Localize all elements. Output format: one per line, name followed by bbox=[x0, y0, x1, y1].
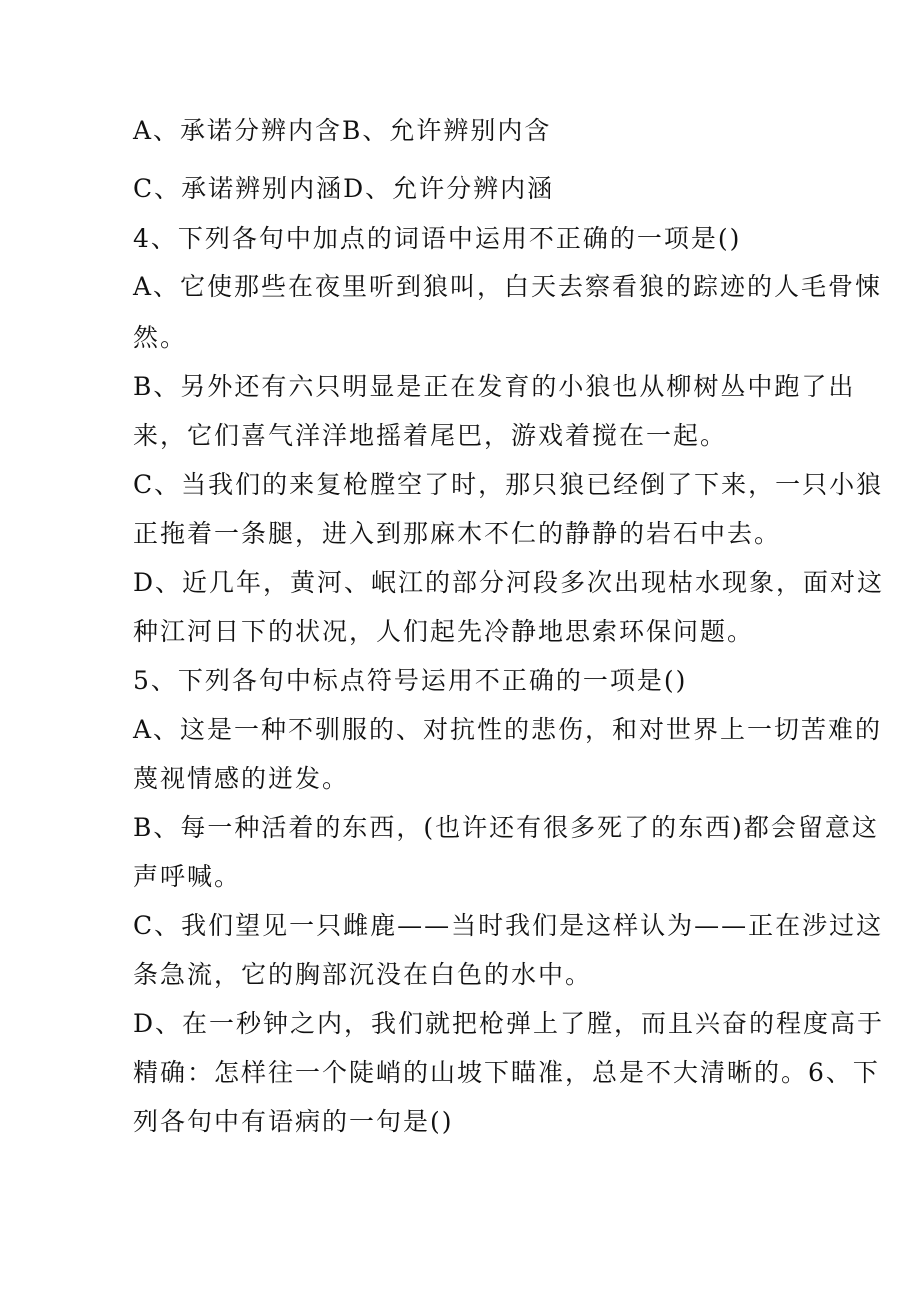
text-line: A、它使那些在夜里听到狼叫，白天去察看狼的踪迹的人毛骨悚 bbox=[133, 272, 883, 301]
text-line: 种江河日下的状况，人们起先冷静地思索环保问题。 bbox=[133, 617, 755, 646]
text-line: 来，它们喜气洋洋地摇着尾巴，游戏着搅在一起。 bbox=[133, 421, 728, 450]
text-line: D、近几年，黄河、岷江的部分河段多次出现枯水现象，面对这 bbox=[133, 568, 885, 597]
text-line: 正拖着一条腿，进入到那麻木不仁的静静的岩石中去。 bbox=[133, 519, 782, 548]
text-line: 精确：怎样往一个陡峭的山坡下瞄准，总是不大清晰的。6、下 bbox=[133, 1058, 880, 1087]
text-line: D、在一秒钟之内，我们就把枪弹上了膛，而且兴奋的程度高于 bbox=[133, 1009, 885, 1038]
text-line: 列各句中有语病的一句是() bbox=[133, 1107, 454, 1136]
text-line: B、另外还有六只明显是正在发育的小狼也从柳树丛中跑了出 bbox=[133, 372, 856, 401]
text-line: A、这是一种不驯服的、对抗性的悲伤，和对世界上一切苦难的 bbox=[133, 715, 883, 744]
text-line: A、承诺分辨内含B、允许辨别内含 bbox=[133, 116, 552, 145]
text-line: B、每一种活着的东西，(也许还有很多死了的东西)都会留意这 bbox=[133, 813, 879, 842]
text-line: 条急流，它的胸部沉没在白色的水中。 bbox=[133, 960, 593, 989]
text-line: C、承诺辨别内涵D、允许分辨内涵 bbox=[133, 174, 555, 203]
text-line: 然。 bbox=[133, 323, 188, 352]
text-line: 4、下列各句中加点的词语中运用不正确的一项是() bbox=[133, 224, 742, 253]
text-line: 声呼喊。 bbox=[133, 862, 242, 891]
text-line: 5、下列各句中标点符号运用不正确的一项是() bbox=[133, 666, 688, 695]
text-line: C、当我们的来复枪膛空了时，那只狼已经倒了下来，一只小狼 bbox=[133, 470, 884, 499]
text-line: C、我们望见一只雌鹿——当时我们是这样认为——正在涉过这 bbox=[133, 911, 884, 940]
text-line: 蔑视情感的迸发。 bbox=[133, 764, 350, 793]
